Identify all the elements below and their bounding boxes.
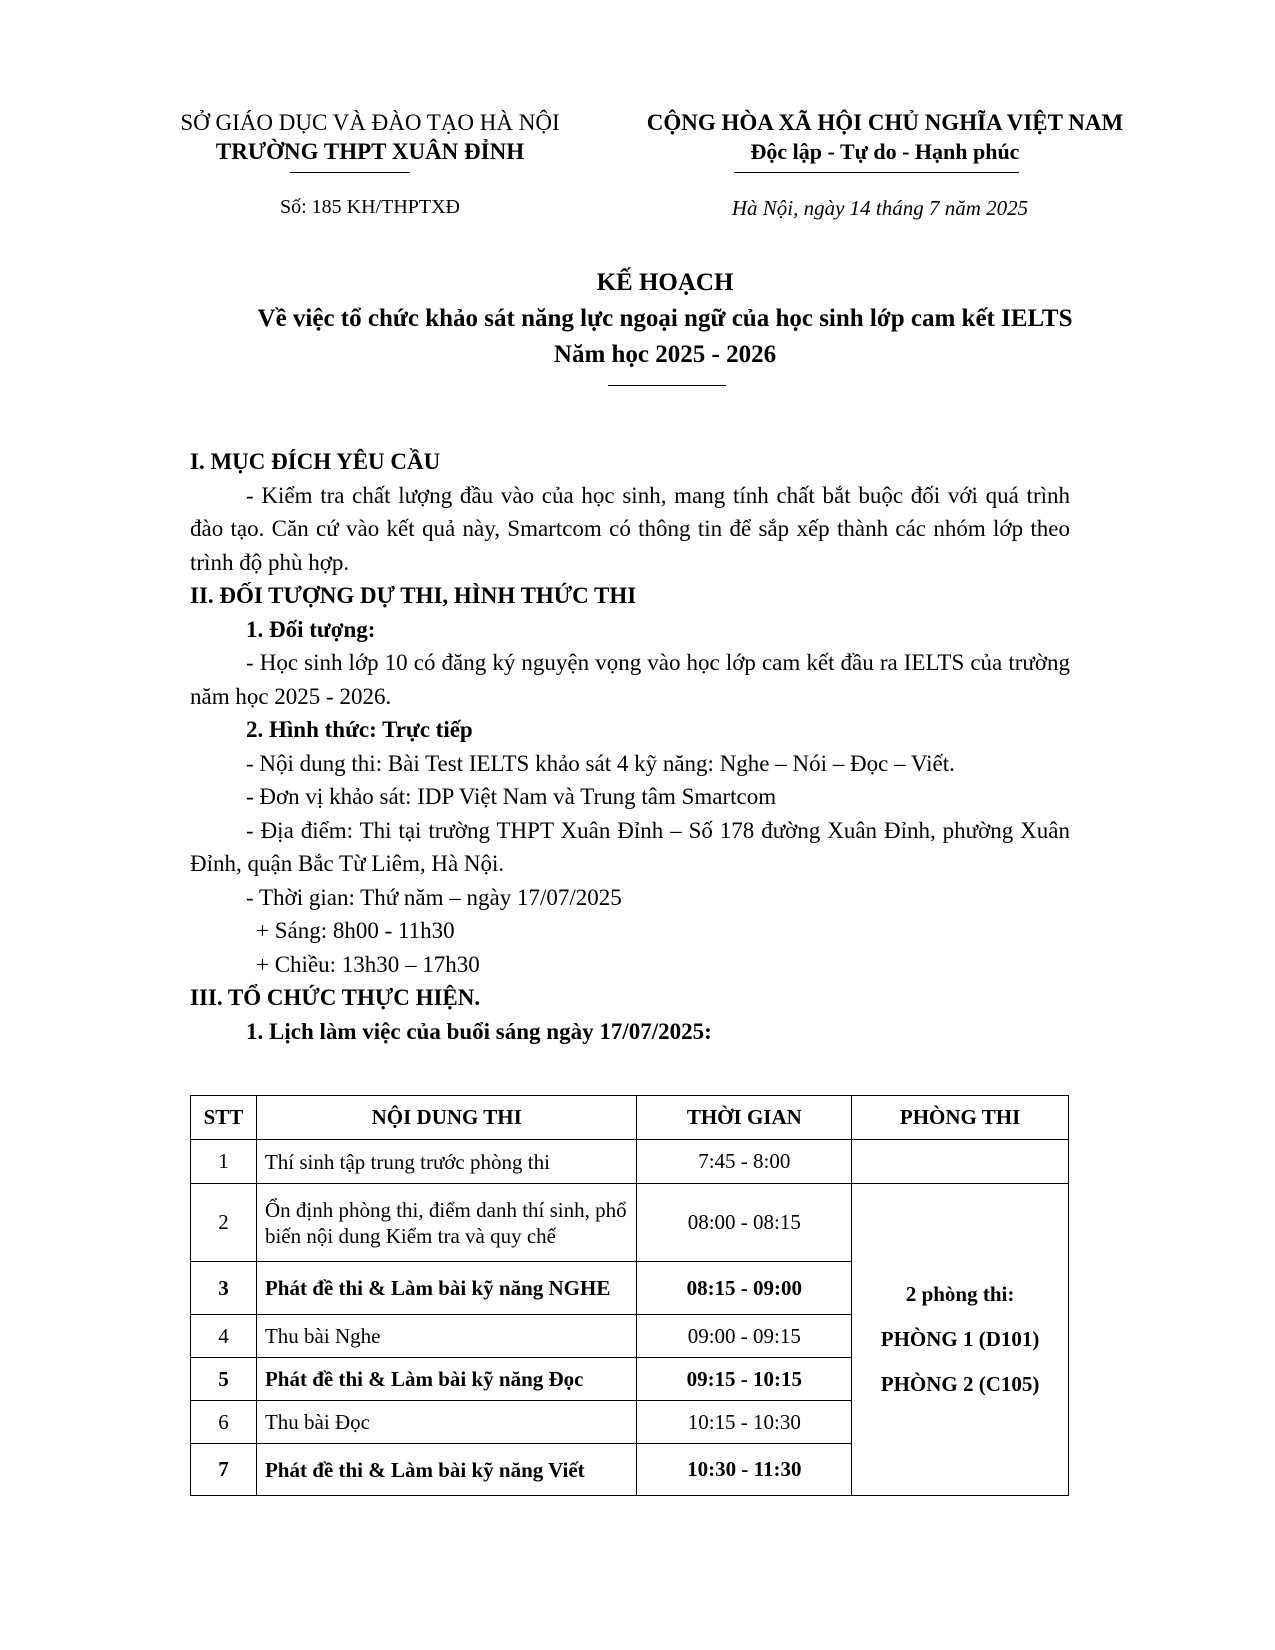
exam-time: - Thời gian: Thứ năm – ngày 17/07/2025 xyxy=(246,884,622,910)
country-name: CỘNG HÒA XÃ HỘI CHỦ NGHĨA VIỆT NAM xyxy=(646,110,1124,135)
section-3-heading: III. TỔ CHỨC THỰC HIỆN. xyxy=(190,985,481,1010)
exam-morning: + Sáng: 8h00 - 11h30 xyxy=(256,918,455,943)
room-2: PHÒNG 2 (C105) xyxy=(880,1372,1040,1396)
room-empty-cell xyxy=(852,1140,1069,1184)
room-cell xyxy=(852,1184,1069,1496)
doc-title: KẾ HOẠCH xyxy=(596,269,734,296)
row-content: Thu bài Đọc xyxy=(256,1401,636,1444)
row-content: Thí sinh tập trung trước phòng thi xyxy=(256,1140,636,1184)
section-2-sub-1: 1. Đối tượng: xyxy=(246,616,376,642)
section-1-heading: I. MỤC ĐÍCH YÊU CẦU xyxy=(190,449,441,474)
document-date: Hà Nội, ngày 14 tháng 7 năm 2025 xyxy=(731,196,1029,220)
section-2-sub-2: 2. Hình thức: Trực tiếp xyxy=(246,717,473,742)
section-2-heading: II. ĐỐI TƯỢNG DỰ THI, HÌNH THỨC THI xyxy=(190,583,637,608)
section-3-sub-1: 1. Lịch làm việc của buổi sáng ngày 17/07/2025: xyxy=(246,1018,712,1044)
exam-afternoon: + Chiều: 13h30 – 17h30 xyxy=(256,951,480,977)
section-1-paragraph: - Kiểm tra chất lượng đầu vào của học sinh, mang tính chất bắt buộc đối với quá trình đào tạo. Căn cứ vào kết quả này, Smartcom có thông tin để sắp xếp thành các nhóm lớp theo trình độ phù hợp. xyxy=(190,482,1070,575)
doc-subject: Về việc tổ chức khảo sát năng lực ngoại ngữ của học sinh lớp cam kết IELTS xyxy=(257,305,1073,332)
exam-unit: - Đơn vị khảo sát: IDP Việt Nam và Trung tâm Smartcom xyxy=(246,784,777,809)
row-content: Ổn định phòng thi, điểm danh thí sinh, phổ biến nội dung Kiểm tra và quy chế xyxy=(256,1184,636,1262)
column-header-stt: STT xyxy=(191,1096,257,1140)
header-right xyxy=(620,108,1150,166)
row-stt: 4 xyxy=(191,1315,257,1358)
motto: Độc lập - Tự do - Hạnh phúc xyxy=(750,139,1020,164)
row-time: 7:45 - 8:00 xyxy=(637,1140,852,1184)
row-stt: 5 xyxy=(191,1358,257,1401)
row-stt: 3 xyxy=(191,1262,257,1315)
schedule-table xyxy=(190,1095,1069,1496)
header-left-underline xyxy=(290,172,410,173)
row-time: 08:15 - 09:00 xyxy=(637,1262,852,1315)
row-stt: 1 xyxy=(191,1140,257,1184)
table-row xyxy=(191,1184,1069,1262)
column-header-content: NỘI DUNG THI xyxy=(256,1096,636,1140)
row-stt: 2 xyxy=(191,1184,257,1262)
exam-place: - Địa điểm: Thi tại trường THPT Xuân Đỉnh – Số 178 đường Xuân Đỉnh, phường Xuân Đỉnh, quận Bắc Từ Liêm, Hà Nội. xyxy=(190,817,1070,876)
row-time: 09:15 - 10:15 xyxy=(637,1358,852,1401)
document-number: Số: 185 KH/THPTXĐ xyxy=(279,196,460,218)
header-left xyxy=(150,108,590,166)
table-row xyxy=(191,1140,1069,1184)
row-time: 08:00 - 08:15 xyxy=(637,1184,852,1262)
doc-school-year: Năm học 2025 - 2026 xyxy=(553,341,777,368)
table-header-row xyxy=(191,1096,1069,1140)
row-time: 10:15 - 10:30 xyxy=(637,1401,852,1444)
department-name: SỞ GIÁO DỤC VÀ ĐÀO TẠO HÀ NỘI xyxy=(180,110,560,135)
title-underline xyxy=(608,385,726,386)
section-2-sub-1-paragraph: - Học sinh lớp 10 có đăng ký nguyện vọng vào học lớp cam kết đầu ra IELTS của trường năm học 2025 - 2026. xyxy=(190,650,1070,709)
room-1: PHÒNG 1 (D101) xyxy=(880,1327,1040,1351)
row-content: Phát đề thi & Làm bài kỹ năng Viết xyxy=(256,1444,636,1496)
row-content: Phát đề thi & Làm bài kỹ năng NGHE xyxy=(256,1262,636,1315)
document-body xyxy=(190,445,1070,1048)
school-name: TRƯỜNG THPT XUÂN ĐỈNH xyxy=(215,139,525,164)
header-right-underline xyxy=(734,172,1019,173)
row-stt: 7 xyxy=(191,1444,257,1496)
row-stt: 6 xyxy=(191,1401,257,1444)
row-content: Phát đề thi & Làm bài kỹ năng Đọc xyxy=(256,1358,636,1401)
column-header-time: THỜI GIAN xyxy=(637,1096,852,1140)
column-header-room: PHÒNG THI xyxy=(852,1096,1069,1140)
row-time: 10:30 - 11:30 xyxy=(637,1444,852,1496)
room-title: 2 phòng thi: xyxy=(905,1282,1015,1306)
row-content: Thu bài Nghe xyxy=(256,1315,636,1358)
exam-content: - Nội dung thi: Bài Test IELTS khảo sát 4 kỹ năng: Nghe – Nói – Đọc – Viết. xyxy=(246,750,955,776)
row-time: 09:00 - 09:15 xyxy=(637,1315,852,1358)
